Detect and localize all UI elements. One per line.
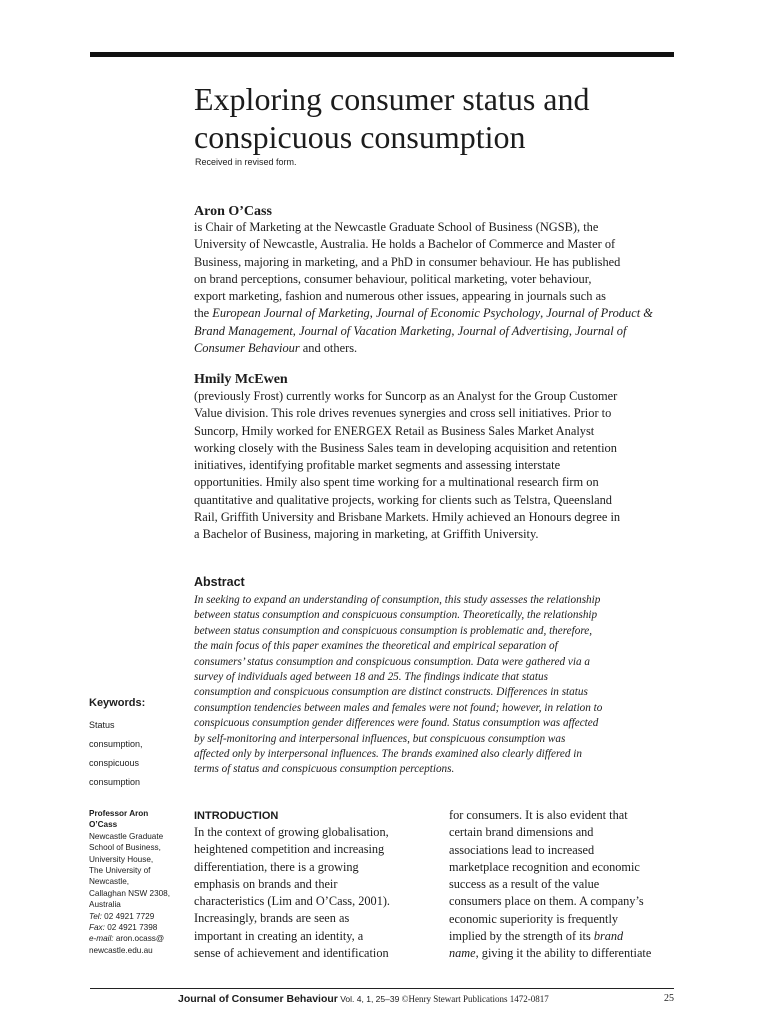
separator: , (369, 306, 376, 321)
address-line: Callaghan NSW 2308, (89, 888, 171, 898)
address-line: Australia (89, 900, 121, 910)
journal-name: Brand Management (194, 323, 293, 338)
body-line: emphasis on brands and their (194, 876, 338, 891)
introduction-heading: INTRODUCTION (194, 810, 279, 822)
tel-number: 02 4921 7729 (101, 911, 155, 921)
body-line: marketplace recognition and economic (449, 859, 640, 874)
address-line: The University of (89, 866, 151, 876)
body-line: Increasingly, brands are seen as (194, 911, 350, 926)
abstract-line: terms of status and conspicuous consumption perceptions. (194, 763, 455, 776)
footer-rule (90, 988, 674, 989)
abstract-line: survey of individuals aged between 18 and 25. The findings indicate that status (194, 671, 548, 684)
bio-line (194, 323, 653, 340)
author-bio (194, 219, 653, 357)
body-line (449, 945, 651, 962)
body-line: heightened competition and increasing (194, 842, 385, 857)
journal-name: European Journal of Marketing (212, 306, 370, 321)
body-text: giving it the ability to differentiate (478, 946, 652, 961)
separator: , (292, 323, 299, 338)
body-line (449, 928, 651, 945)
author-affiliation (89, 808, 170, 956)
journal-name: Journal of Vacation Marketing (298, 323, 452, 338)
body-italic: name, (449, 946, 479, 961)
abstract-heading: Abstract (194, 575, 245, 589)
abstract-line: the main focus of this paper examines the theoretical and empirical separation of (194, 640, 558, 653)
abstract-line: between status consumption and conspicuous consumption is problematic and, therefore, (194, 624, 593, 637)
keyword-line: conspicuous (89, 758, 140, 768)
abstract-line: between status consumption and conspicuous consumption. Theoretically, the relationship (194, 609, 598, 622)
body-line: success as a result of the value (449, 877, 600, 892)
journal-name: Journal of Product & (546, 306, 653, 321)
bio-line: export marketing, fashion and numerous other issues, appearing in journals such as (194, 289, 606, 304)
body-line: consumers place on them. A company’s (449, 894, 644, 909)
bio-line: on brand perceptions, consumer behaviour, political marketing, voter behaviour, (194, 271, 592, 286)
body-line: In the context of growing globalisation, (194, 825, 389, 839)
bio-line: opportunities. Hmily also spent time working for a multinational research firm on (194, 475, 599, 490)
address-line: Newcastle, (89, 877, 130, 887)
abstract-line: consumption tendencies between males and females were not found; however, in relation to (194, 701, 603, 714)
address-line: University House, (89, 854, 154, 864)
email-address: aron.ocass@ (113, 934, 165, 944)
email-line (89, 933, 170, 944)
title-line: conspicuous consumption (194, 119, 526, 155)
body-column-right (449, 807, 651, 963)
article-title (194, 80, 694, 156)
body-line: important in creating an identity, a (194, 928, 364, 943)
bio-line: is Chair of Marketing at the Newcastle Graduate School of Business (NGSB), the (194, 220, 599, 234)
page-number: 25 (664, 993, 674, 1004)
bio-line: Business, majoring in marketing, and a PhD in consumer behaviour. He has published (194, 254, 621, 269)
body-line: characteristics (Lim and O’Cass, 2001). (194, 894, 391, 909)
abstract-line: affected only by interpersonal influences. The brands examined also clearly differed in (194, 748, 582, 761)
bio-line: (previously Frost) currently works for Suncorp as an Analyst for the Group Customer (194, 389, 618, 403)
keyword-line: consumption (89, 777, 141, 787)
separator: , (568, 323, 576, 338)
bio-line (194, 340, 653, 357)
bio-line: a Bachelor of Business, majoring in marketing, at Griffith University. (194, 527, 539, 542)
abstract-line: consumption and conspicuous consumption are distinct constructs. Differences in status (194, 686, 588, 699)
author-bio (194, 388, 620, 544)
address-line: Newcastle Graduate (89, 831, 164, 841)
bio-line: quantitative and qualitative projects, working for clients such as Telstra, Queensland (194, 492, 613, 507)
abstract-line: In seeking to expand an understanding of consumption, this study assesses the relationship (194, 594, 601, 606)
received-note: Received in revised form. (195, 157, 297, 167)
separator: , (540, 306, 547, 321)
abstract-line: consumers’ status consumption and conspicuous consumption. Data were gathered via a (194, 655, 590, 668)
abstract-line: by self-monitoring and interpersonal influences, but conspicuous consumption was (194, 732, 566, 745)
fax-line (89, 922, 170, 933)
bio-line: working closely with the Business Sales team in developing acquisition and retention (194, 440, 617, 455)
footer-volume: Vol. 4, 1, 25–39 (337, 994, 402, 1004)
body-text: implied by the strength of its (449, 929, 594, 944)
body-line: associations lead to increased (449, 842, 595, 857)
address-line: School of Business, (89, 843, 161, 853)
body-line: economic superiority is frequently (449, 911, 619, 926)
journal-name: Journal of (575, 323, 627, 338)
body-line: sense of achievement and identification (194, 946, 389, 961)
affiliation-name: Professor Aron (89, 809, 149, 818)
abstract-line: conspicuous consumption gender differences were found. Status consumption was affected (194, 717, 599, 730)
body-column-left (194, 824, 390, 962)
fax-label: Fax: (89, 923, 105, 933)
author-name: Aron O’Cass (194, 204, 272, 219)
keywords-heading: Keywords: (89, 697, 146, 709)
email-line: newcastle.edu.au (89, 945, 153, 955)
bio-line: Rail, Griffith University and Brisbane Markets. Hmily achieved an Honours degree in (194, 510, 621, 525)
fax-number: 02 4921 7398 (104, 923, 158, 933)
affiliation-name: O’Cass (89, 820, 118, 830)
author-name: Hmily McEwen (194, 372, 288, 387)
keyword-line: Status (89, 720, 115, 730)
body-line: differentiation, there is a growing (194, 859, 359, 874)
bio-text: and others. (299, 341, 358, 356)
footer-journal-name: Journal of Consumer Behaviour (178, 993, 338, 1005)
journal-name: Journal of Economic Psychology (375, 306, 541, 321)
keyword-line: consumption, (89, 739, 143, 749)
journal-name: Journal of Advertising (457, 323, 569, 338)
bio-text: the (194, 306, 213, 321)
title-line: Exploring consumer status and (194, 81, 590, 117)
page-footer (178, 993, 549, 1005)
journal-name: Consumer Behaviour (194, 341, 300, 356)
top-rule (90, 52, 674, 57)
email-label: e-mail: (89, 934, 114, 944)
body-italic: brand (593, 929, 624, 944)
bio-line: initiatives, identifying profitable market segments and assessing interstate (194, 458, 561, 473)
footer-copyright: ©Henry Stewart Publications 1472-0817 (401, 994, 549, 1004)
abstract-text (194, 593, 602, 778)
separator: , (451, 323, 458, 338)
body-line: certain brand dimensions and (449, 825, 594, 840)
bio-line: Value division. This role drives revenues synergies and cross sell initiatives. Prior to (194, 406, 612, 421)
tel-label: Tel: (89, 911, 102, 921)
bio-line (194, 305, 653, 322)
body-line: for consumers. It is also evident that (449, 808, 628, 822)
keywords-list (89, 716, 143, 792)
bio-line: University of Newcastle, Australia. He holds a Bachelor of Commerce and Master of (194, 237, 616, 252)
tel-line (89, 911, 170, 922)
bio-line: Suncorp, Hmily worked for ENERGEX Retail as Business Sales Market Analyst (194, 423, 595, 438)
